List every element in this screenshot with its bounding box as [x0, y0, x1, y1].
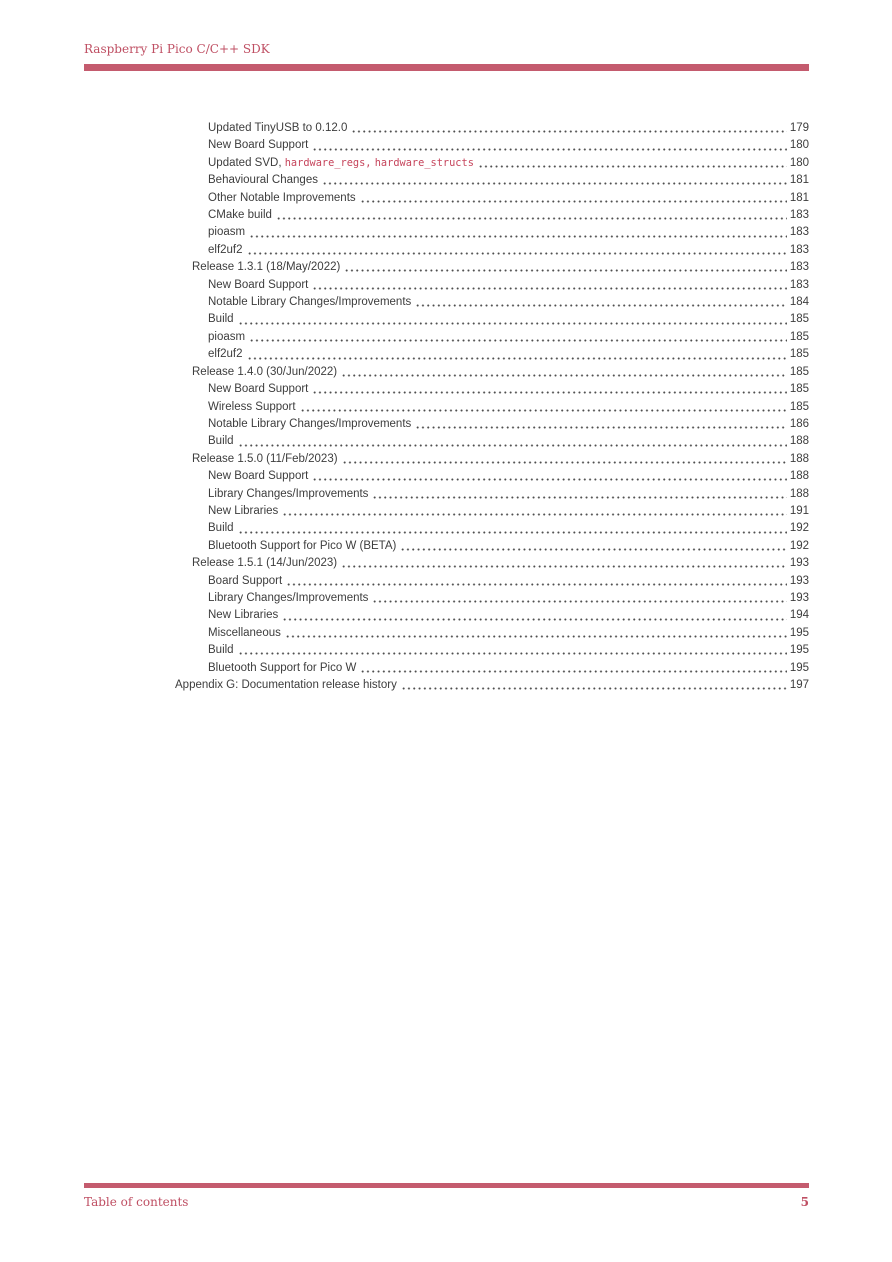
toc-entry-label: New Board Support: [208, 470, 309, 483]
toc-entry-label: elf2uf2: [208, 348, 243, 361]
toc-entry-label: Build: [208, 644, 234, 657]
toc-entry-page: 192: [789, 539, 809, 552]
dot-leader: [276, 207, 787, 224]
toc-entry-page: 184: [789, 296, 809, 309]
toc-entry-label: New Board Support: [208, 383, 309, 396]
toc-entry-page: 186: [789, 417, 809, 430]
dot-leader: [282, 607, 787, 624]
toc-entry-page: 183: [789, 261, 809, 274]
toc-entry-page: 185: [789, 383, 809, 396]
toc-entry[interactable]: [84, 642, 809, 659]
toc-entry[interactable]: [84, 190, 809, 207]
dot-leader: [342, 451, 787, 468]
toc-entry-label: New Board Support: [208, 139, 309, 152]
toc-entry[interactable]: [84, 433, 809, 450]
dot-leader: [238, 433, 787, 450]
toc-entry-page: 194: [789, 609, 809, 622]
dot-leader: [249, 224, 787, 241]
toc-entry-label: Release 1.3.1 (18/May/2022): [192, 261, 341, 274]
footer-rule: [84, 1183, 809, 1188]
toc-entry-label: Build: [208, 313, 234, 326]
toc-entry-label: New Board Support: [208, 278, 309, 291]
toc-entry-page: 188: [789, 435, 809, 448]
dot-leader: [247, 242, 787, 259]
header-rule: [84, 64, 809, 71]
toc-entry-label: elf2uf2: [208, 243, 243, 256]
toc-entry[interactable]: [84, 329, 809, 346]
toc-entry-label: Build: [208, 435, 234, 448]
toc-entry[interactable]: [84, 503, 809, 520]
dot-leader: [360, 660, 787, 677]
toc-entry-label: Release 1.4.0 (30/Jun/2022): [192, 365, 338, 378]
dot-leader: [341, 364, 787, 381]
toc-entry[interactable]: [84, 137, 809, 154]
toc-entry-page: 185: [789, 365, 809, 378]
toc-entry-page: 183: [789, 226, 809, 239]
toc-entry-page: 188: [789, 470, 809, 483]
toc-entry-page: 195: [789, 626, 809, 639]
dot-leader: [300, 399, 787, 416]
toc-entry[interactable]: [84, 677, 809, 694]
toc-entry-label: Bluetooth Support for Pico W: [208, 661, 357, 674]
toc-entry-page: 193: [789, 557, 809, 570]
toc-entry-page: 181: [789, 174, 809, 187]
toc-entry[interactable]: [84, 399, 809, 416]
toc-entry-page: 183: [789, 243, 809, 256]
toc-entry[interactable]: [84, 311, 809, 328]
footer-section-label: Table of contents: [84, 1195, 189, 1209]
toc-entry-page: 193: [789, 591, 809, 604]
toc-entry[interactable]: [84, 468, 809, 485]
dot-leader: [238, 642, 787, 659]
toc-entry[interactable]: [84, 120, 809, 137]
dot-leader: [238, 520, 787, 537]
dot-leader: [415, 294, 787, 311]
toc-entry[interactable]: [84, 660, 809, 677]
toc-entry[interactable]: [84, 625, 809, 642]
toc-entry-page: 179: [789, 122, 809, 134]
toc-entry-page: 197: [789, 679, 809, 691]
toc-entry-label: Updated SVD, hardware_regs, hardware_structs: [208, 156, 474, 169]
toc-entry-label: Library Changes/Improvements: [208, 591, 369, 604]
toc-entry-label: Updated TinyUSB to 0.12.0: [208, 122, 348, 134]
toc-entry-label: Other Notable Improvements: [208, 191, 356, 204]
toc-entry-label: Build: [208, 522, 234, 535]
toc-entry[interactable]: [84, 294, 809, 311]
toc-entry[interactable]: [84, 573, 809, 590]
toc-entry[interactable]: [84, 277, 809, 294]
dot-leader: [401, 677, 787, 694]
dot-leader: [372, 590, 786, 607]
toc-entry-label: Bluetooth Support for Pico W (BETA): [208, 539, 397, 552]
toc-entry-page: 195: [789, 661, 809, 674]
toc-entry[interactable]: [84, 520, 809, 537]
toc-entry-page: 180: [789, 139, 809, 152]
toc-entry-page: 193: [789, 574, 809, 587]
toc-entry-page: 185: [789, 348, 809, 361]
dot-leader: [247, 346, 787, 363]
dot-leader: [372, 486, 786, 503]
toc-entry-label: New Libraries: [208, 609, 279, 622]
dot-leader: [285, 625, 787, 642]
toc-entry-page: 188: [789, 452, 809, 465]
toc-entry-label: Release 1.5.0 (11/Feb/2023): [192, 452, 338, 465]
toc-entry[interactable]: [84, 416, 809, 433]
toc-entry-label: New Libraries: [208, 504, 279, 517]
dot-leader: [341, 555, 787, 572]
toc-entry-label: Notable Library Changes/Improvements: [208, 417, 412, 430]
dot-leader: [415, 416, 787, 433]
toc-entry-page: 183: [789, 209, 809, 222]
toc-entry-label: Wireless Support: [208, 400, 296, 413]
header-document-title: Raspberry Pi Pico C/C++ SDK: [84, 42, 270, 56]
dot-leader: [286, 573, 787, 590]
toc-entry-page: 185: [789, 330, 809, 343]
toc-entry-label: CMake build: [208, 209, 272, 222]
dot-leader: [312, 277, 786, 294]
dot-leader: [322, 172, 787, 189]
toc-entry[interactable]: [84, 486, 809, 503]
dot-leader: [238, 311, 787, 328]
toc-entry[interactable]: [84, 207, 809, 224]
toc-entry[interactable]: [84, 538, 809, 555]
toc-entry-page: 180: [789, 156, 809, 169]
toc-entry-page: 185: [789, 313, 809, 326]
toc-entry-page: 192: [789, 522, 809, 535]
toc-entry-label: pioasm: [208, 226, 246, 239]
toc-entry-page: 188: [789, 487, 809, 500]
toc-entry[interactable]: [84, 451, 809, 468]
toc-entry[interactable]: [84, 590, 809, 607]
toc-entry-label: Board Support: [208, 574, 283, 587]
toc-entry-page: 191: [789, 504, 809, 517]
dot-leader: [400, 538, 786, 555]
toc-entry[interactable]: [84, 259, 809, 276]
toc-entry-page: 181: [789, 191, 809, 204]
dot-leader: [312, 137, 786, 154]
toc-entry[interactable]: [84, 172, 809, 189]
dot-leader: [312, 381, 786, 398]
toc-entry-page: 183: [789, 278, 809, 291]
toc-entry-page: 195: [789, 644, 809, 657]
toc-entry[interactable]: [84, 555, 809, 572]
toc-entry-page: 185: [789, 400, 809, 413]
toc-entry-label: Behavioural Changes: [208, 174, 318, 187]
toc-entry[interactable]: [84, 364, 809, 381]
table-of-contents: [84, 120, 809, 694]
dot-leader: [344, 259, 787, 276]
toc-entry-label: Notable Library Changes/Improvements: [208, 296, 412, 309]
dot-leader: [312, 468, 786, 485]
toc-entry[interactable]: [84, 224, 809, 241]
toc-entry[interactable]: [84, 381, 809, 398]
toc-entry[interactable]: [84, 242, 809, 259]
toc-entry-label: pioasm: [208, 330, 246, 343]
footer-page-number: 5: [800, 1195, 809, 1209]
toc-entry[interactable]: [84, 607, 809, 624]
toc-entry-label: Release 1.5.1 (14/Jun/2023): [192, 557, 338, 570]
dot-leader: [282, 503, 787, 520]
toc-entry-label: Library Changes/Improvements: [208, 487, 369, 500]
dot-leader: [249, 329, 787, 346]
dot-leader: [478, 155, 787, 172]
toc-entry-label: Appendix G: Documentation release history: [175, 679, 397, 691]
dot-leader: [351, 120, 786, 137]
dot-leader: [360, 190, 787, 207]
toc-entry[interactable]: [84, 346, 809, 363]
toc-entry[interactable]: [84, 155, 809, 172]
toc-entry-label: Miscellaneous: [208, 626, 281, 639]
